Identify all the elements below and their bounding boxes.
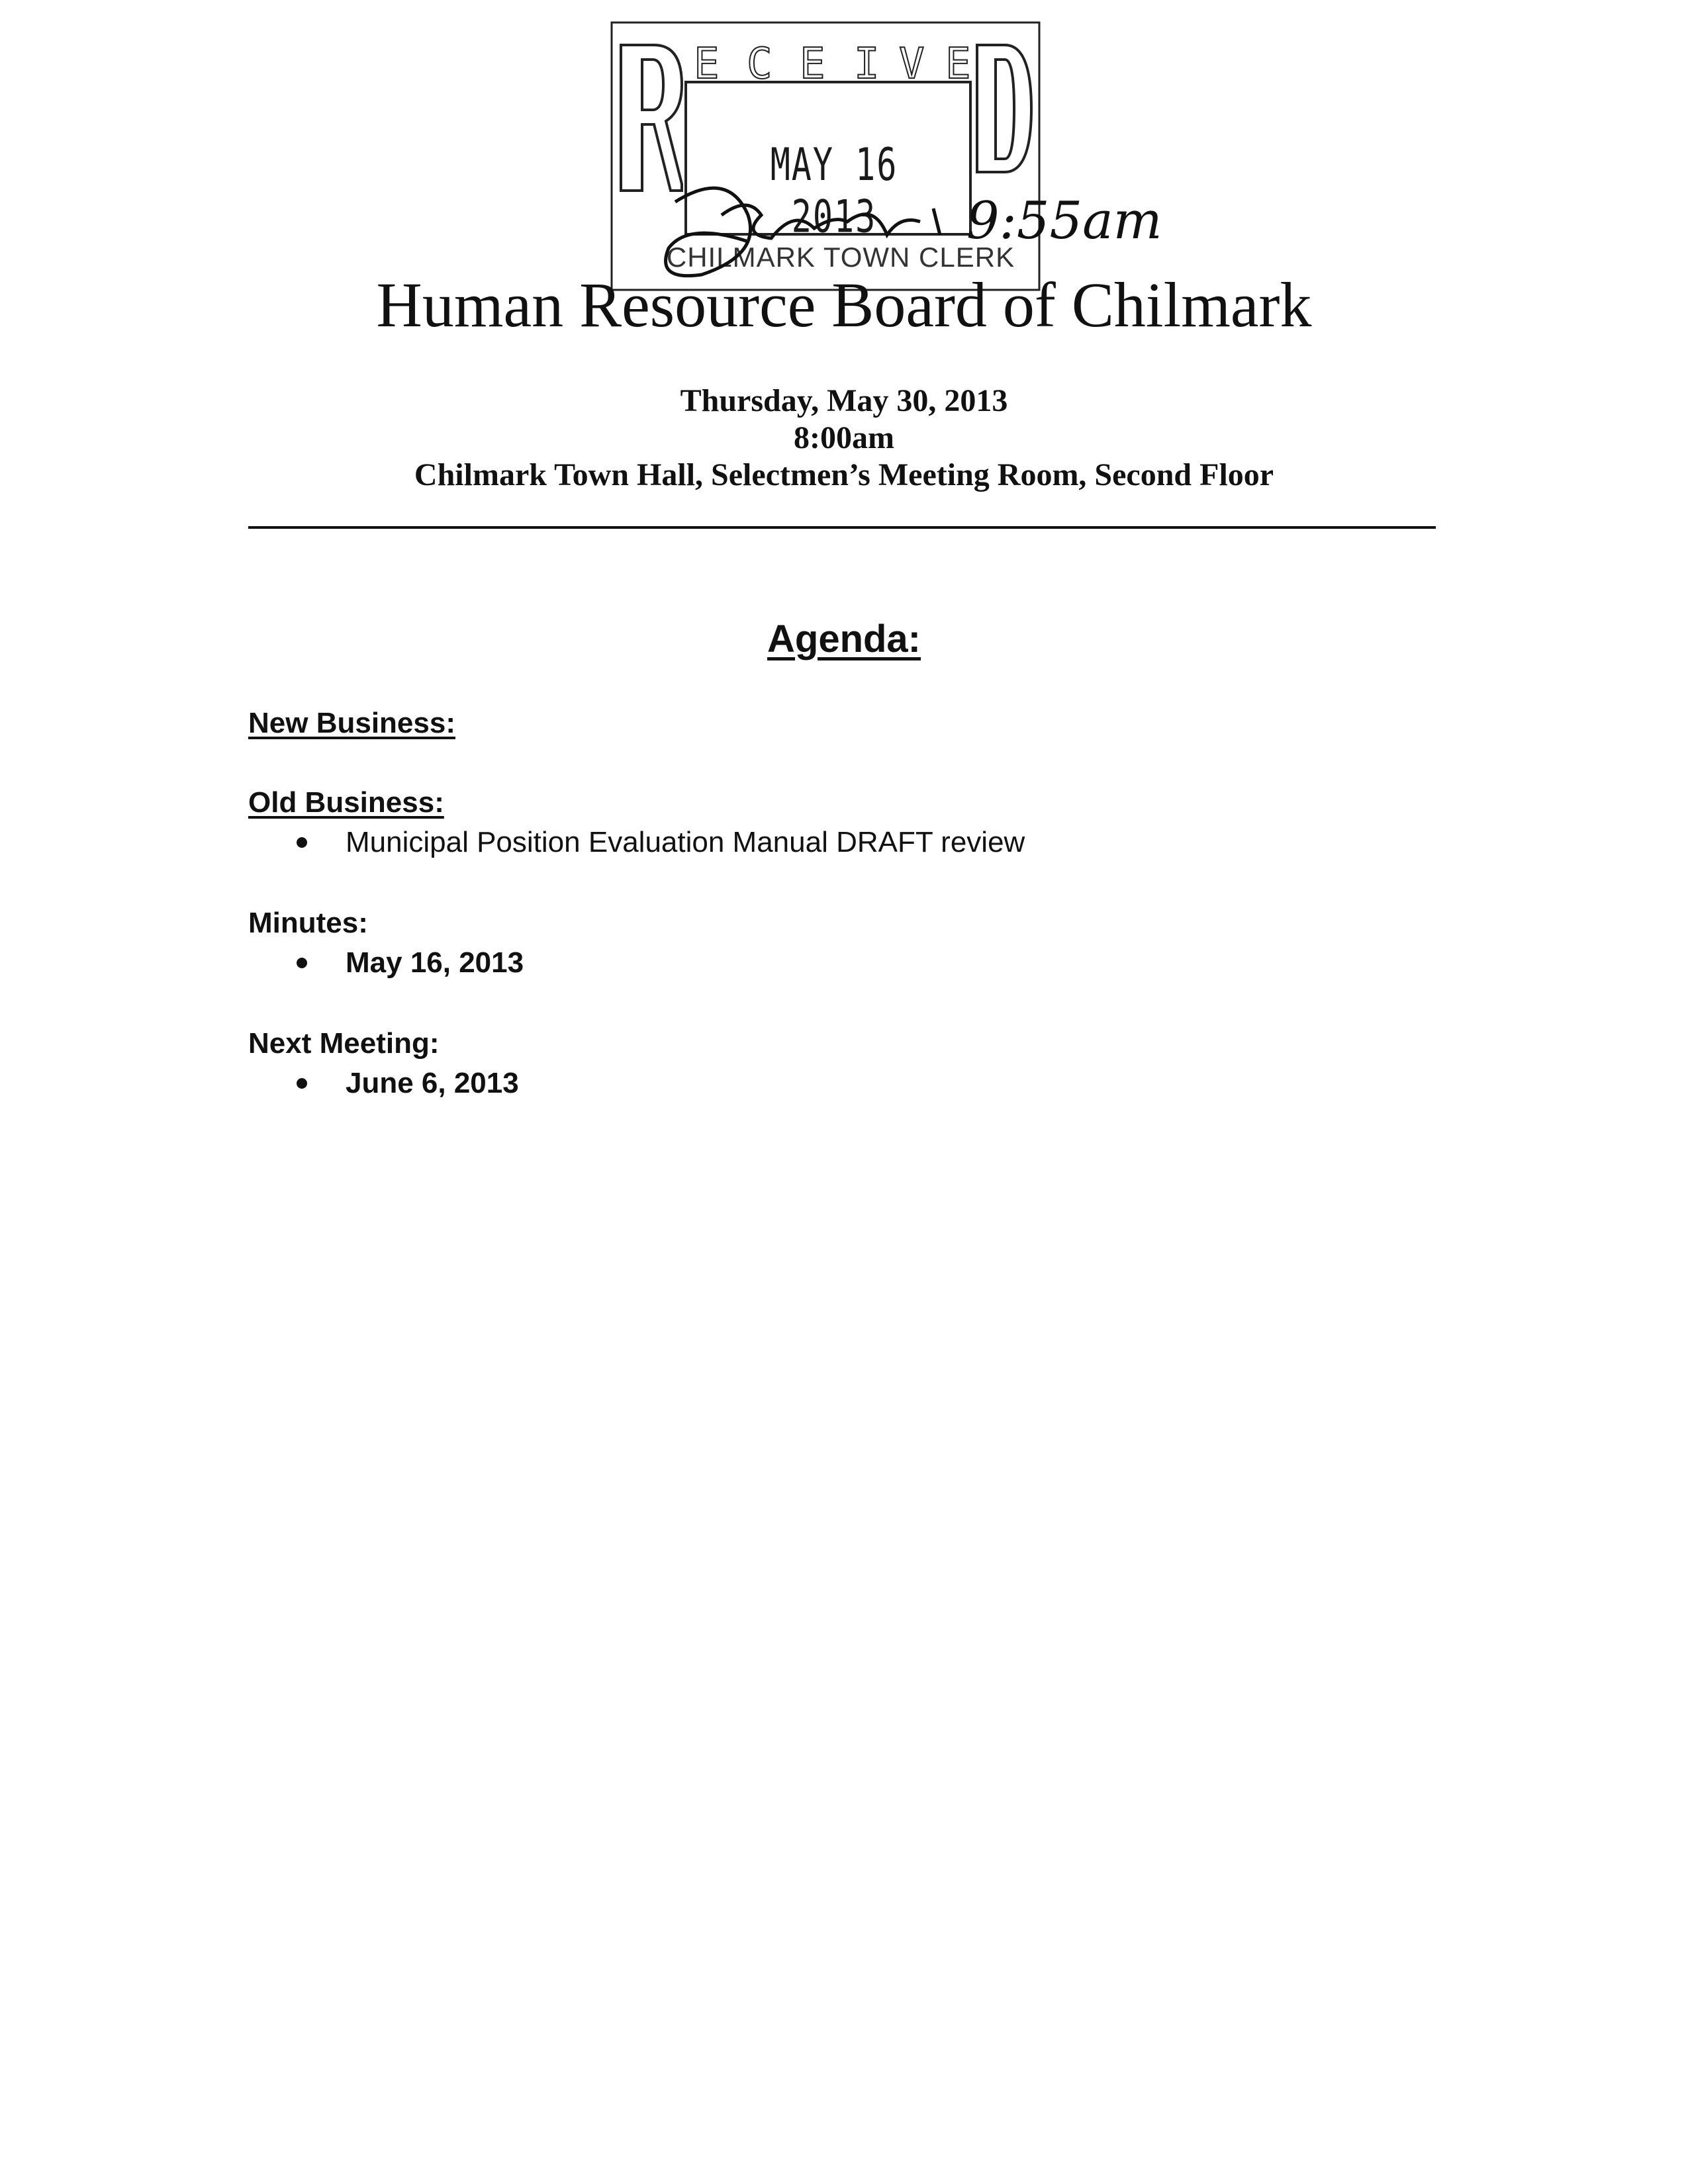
list-item — [297, 946, 524, 979]
stamp-date: MAY 16 2013 — [770, 139, 898, 243]
old-business-heading: Old Business: — [248, 786, 444, 819]
stamp-letter-r — [621, 45, 682, 191]
stamp-office: CHILMARK TOWN CLERK — [666, 242, 1015, 273]
meeting-date: Thursday, May 30, 2013 — [680, 383, 1008, 418]
bullet-icon — [297, 958, 307, 968]
stamp-letter-c: C — [747, 40, 773, 89]
stamp-letter-i: I — [854, 40, 880, 89]
stamp-letter-e3: E — [945, 40, 971, 89]
stamp-letter-e1: E — [694, 40, 720, 89]
new-business-heading: New Business: — [248, 707, 455, 739]
list-item — [297, 826, 1025, 859]
next-meeting-heading: Next Meeting: — [248, 1027, 440, 1060]
stamp-letter-v: V — [899, 40, 925, 89]
agenda-heading: Agenda: — [767, 617, 921, 660]
minutes-item: May 16, 2013 — [346, 946, 524, 979]
meeting-location: Chilmark Town Hall, Selectmen’s Meeting Room, Second Floor — [414, 457, 1274, 492]
bullet-icon — [297, 1078, 307, 1089]
page-title: Human Resource Board of Chilmark — [376, 269, 1312, 340]
bullet-icon — [297, 837, 307, 848]
next-meeting-item: June 6, 2013 — [346, 1067, 519, 1099]
stamp-letter-d — [977, 45, 1031, 172]
stamp-letter-e2: E — [800, 40, 825, 89]
handwritten-time: 9:55am — [966, 191, 1162, 251]
header-divider — [248, 526, 1436, 529]
list-item — [297, 1067, 519, 1100]
meeting-time: 8:00am — [794, 420, 894, 455]
minutes-heading: Minutes: — [248, 907, 368, 939]
old-business-item: Municipal Position Evaluation Manual DRAFT review — [346, 826, 1025, 858]
